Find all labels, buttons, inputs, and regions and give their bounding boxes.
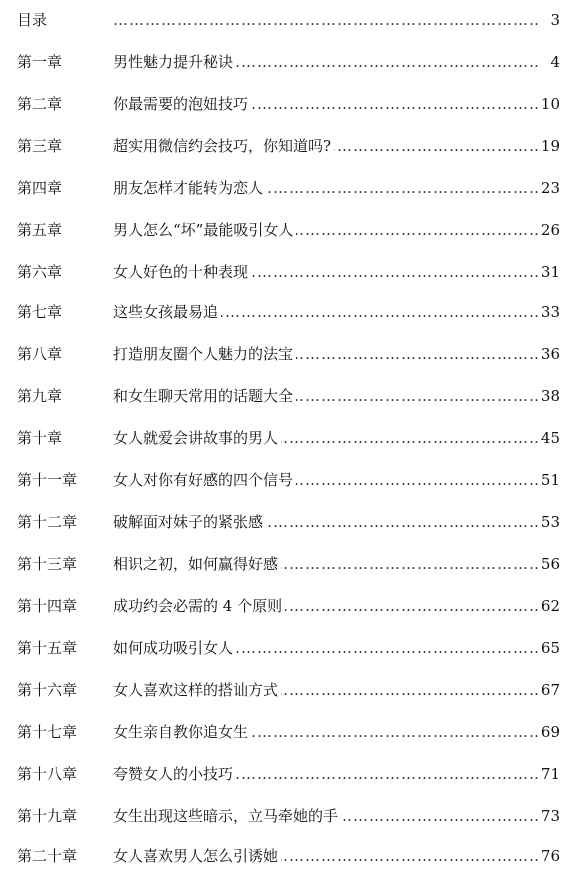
toc-title: 女人对你有好感的四个信号 xyxy=(113,469,296,491)
toc-chapter-label: 第六章 xyxy=(17,263,63,281)
toc-row[interactable] xyxy=(0,637,580,659)
toc-row[interactable] xyxy=(0,553,580,575)
toc-title: 女人喜欢男人怎么引诱她 xyxy=(113,845,281,867)
toc-title: 女人就爱会讲故事的男人 xyxy=(113,427,281,449)
toc-title: 你最需要的泡妞技巧 xyxy=(113,93,251,115)
toc-chapter-label: 第十二章 xyxy=(17,513,78,531)
toc-row[interactable] xyxy=(0,845,580,867)
toc-title: 女人喜欢这样的搭讪方式 xyxy=(113,679,281,701)
toc-row[interactable] xyxy=(0,135,580,157)
toc-page-number: 26 xyxy=(540,221,560,239)
toc-page-number: 4 xyxy=(550,53,560,71)
toc-page-number: 71 xyxy=(540,765,560,783)
toc-chapter-label: 第十五章 xyxy=(17,639,78,657)
toc-row-contents[interactable] xyxy=(0,9,580,31)
toc-row[interactable] xyxy=(0,721,580,743)
toc-chapter-label: 第一章 xyxy=(17,53,63,71)
toc-title: 成功约会必需的 4 个原则 xyxy=(113,595,285,617)
toc-row[interactable] xyxy=(0,219,580,241)
toc-page-number: 36 xyxy=(540,345,560,363)
toc-chapter-label: 第八章 xyxy=(17,345,63,363)
toc-row[interactable] xyxy=(0,51,580,73)
toc-chapter-label: 第十七章 xyxy=(17,723,78,741)
toc-title: 和女生聊天常用的话题大全 xyxy=(113,385,296,407)
toc-page-number: 62 xyxy=(540,597,560,615)
toc-title: 男性魅力提升秘诀 xyxy=(113,51,236,73)
toc-title: 夸赞女人的小技巧 xyxy=(113,763,236,785)
toc-row[interactable] xyxy=(0,301,580,323)
toc-row[interactable] xyxy=(0,595,580,617)
toc-chapter-label: 第十六章 xyxy=(17,681,78,699)
toc-title: 朋友怎样才能转为恋人 xyxy=(113,177,266,199)
toc-title: 超实用微信约会技巧，你知道吗? xyxy=(113,135,334,157)
toc-page-number: 19 xyxy=(540,137,560,155)
toc-page-number: 67 xyxy=(540,681,560,699)
toc-row[interactable] xyxy=(0,805,580,827)
toc-chapter-label: 第五章 xyxy=(17,221,63,239)
toc-chapter-label: 第二章 xyxy=(17,95,63,113)
toc-title: 女人好色的十种表现 xyxy=(113,261,251,283)
toc-chapter-label: 第十八章 xyxy=(17,765,78,783)
toc-page-number: 31 xyxy=(540,263,560,281)
toc-chapter-label: 第七章 xyxy=(17,303,63,321)
toc-row[interactable] xyxy=(0,511,580,533)
toc-title: 打造朋友圈个人魅力的法宝 xyxy=(113,343,296,365)
toc-chapter-label: 目录 xyxy=(17,11,48,29)
toc-chapter-label: 第十四章 xyxy=(17,597,78,615)
toc-title: 女生亲自教你追女生 xyxy=(113,721,251,743)
toc-chapter-label: 第十章 xyxy=(17,429,63,447)
toc-title: 破解面对妹子的紧张感 xyxy=(113,511,266,533)
toc-page-number: 73 xyxy=(540,807,560,825)
toc-page-number: 33 xyxy=(540,303,560,321)
toc-chapter-label: 第二十章 xyxy=(17,847,78,865)
toc-row[interactable] xyxy=(0,177,580,199)
toc-chapter-label: 第四章 xyxy=(17,179,63,197)
toc-title: 如何成功吸引女人 xyxy=(113,637,236,659)
toc-chapter-label: 第十九章 xyxy=(17,807,78,825)
toc-row[interactable] xyxy=(0,763,580,785)
toc-page-number: 10 xyxy=(540,95,560,113)
toc-row[interactable] xyxy=(0,343,580,365)
toc-row[interactable] xyxy=(0,385,580,407)
toc-row[interactable] xyxy=(0,261,580,283)
toc-row[interactable] xyxy=(0,427,580,449)
toc-row[interactable] xyxy=(0,469,580,491)
toc-page-number: 76 xyxy=(540,847,560,865)
toc-page-number: 56 xyxy=(540,555,560,573)
toc-title: 相识之初，如何赢得好感 xyxy=(113,553,281,575)
toc-chapter-label: 第十三章 xyxy=(17,555,78,573)
toc-page-number: 3 xyxy=(550,11,560,29)
toc-page-number: 53 xyxy=(540,513,560,531)
toc-page-number: 38 xyxy=(540,387,560,405)
toc-page-number: 69 xyxy=(540,723,560,741)
toc-row[interactable] xyxy=(0,679,580,701)
toc-page-number: 65 xyxy=(540,639,560,657)
toc-page-number: 23 xyxy=(540,179,560,197)
toc-title: 女生出现这些暗示，立马牵她的手 xyxy=(113,805,341,827)
toc-chapter-label: 第九章 xyxy=(17,387,63,405)
toc-page-number: 51 xyxy=(540,471,560,489)
toc-title: 这些女孩最易追 xyxy=(113,301,221,323)
toc-chapter-label: 第十一章 xyxy=(17,471,78,489)
toc-page-number: 45 xyxy=(540,429,560,447)
toc-leader-dots xyxy=(113,9,540,31)
toc-title: 男人怎么“坏”最能吸引女人 xyxy=(113,219,296,241)
toc-chapter-label: 第三章 xyxy=(17,137,63,155)
toc-row[interactable] xyxy=(0,93,580,115)
